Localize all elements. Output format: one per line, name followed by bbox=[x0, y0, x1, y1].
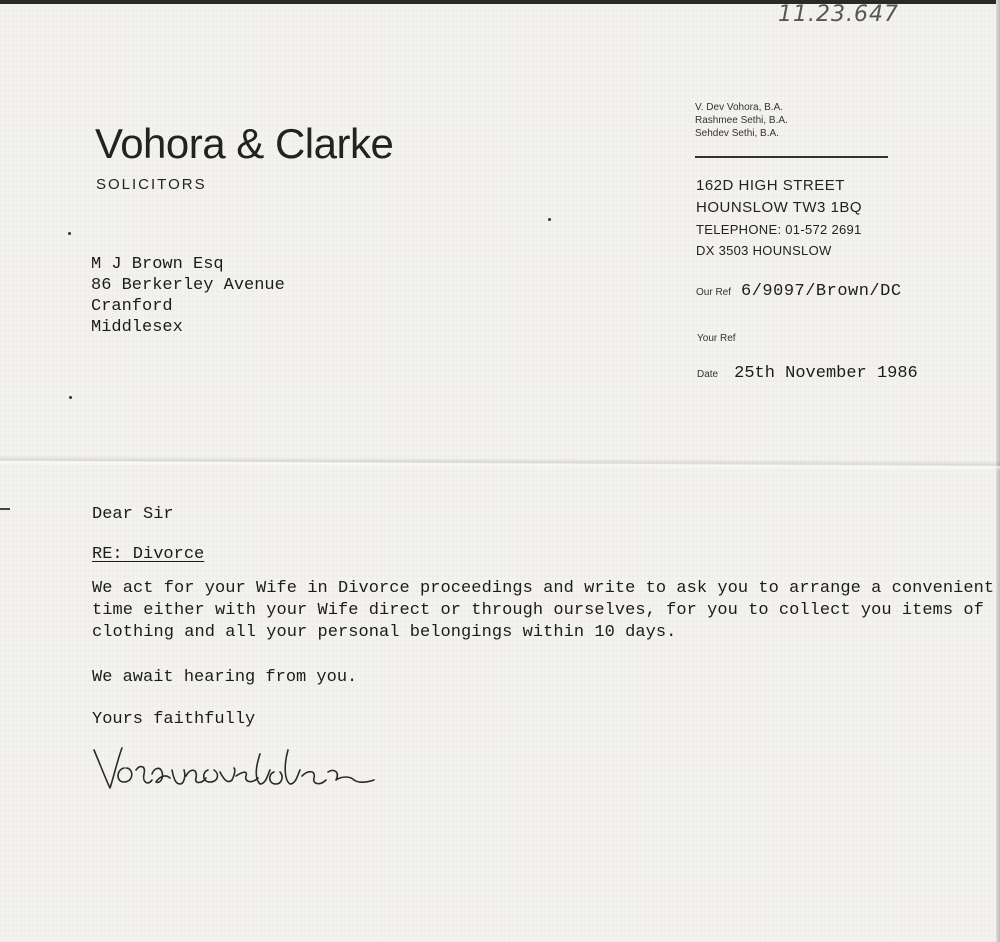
our-ref-label: Our Ref bbox=[696, 287, 732, 298]
firm-name: Vohora & Clarke bbox=[95, 120, 394, 167]
your-reference bbox=[697, 328, 736, 346]
firm-address-line: 162D HIGH STREET bbox=[696, 177, 845, 194]
firm-telephone: TELEPHONE: 01-572 2691 bbox=[696, 222, 862, 237]
firm-dx: DX 3503 HOUNSLOW bbox=[696, 243, 832, 258]
partner-name: Sehdev Sethi, B.A. bbox=[695, 128, 779, 139]
recipient-line: Middlesex bbox=[91, 318, 183, 337]
letter-body bbox=[92, 578, 994, 644]
partners-list bbox=[695, 101, 788, 140]
our-ref-value: 6/9097/Brown/DC bbox=[741, 282, 902, 301]
recipient-address bbox=[91, 254, 285, 338]
salutation: Dear Sir bbox=[92, 505, 174, 524]
recipient-line: M J Brown Esq bbox=[91, 255, 224, 274]
paper-speck bbox=[69, 396, 72, 399]
subject-line: RE: Divorce bbox=[92, 545, 205, 564]
page-right-edge bbox=[996, 0, 1000, 942]
letter-date bbox=[697, 364, 918, 383]
date-label: Date bbox=[697, 369, 719, 380]
recipient-line: 86 Berkerley Avenue bbox=[91, 276, 285, 295]
our-reference bbox=[696, 282, 902, 301]
firm-address bbox=[696, 175, 862, 261]
date-value: 25th November 1986 bbox=[734, 364, 918, 383]
body-line: clothing and all your personal belongings within 10 days. bbox=[92, 623, 677, 642]
closing: Yours faithfully bbox=[92, 710, 256, 729]
handwritten-signature bbox=[88, 740, 488, 810]
body-line: We act for your Wife in Divorce proceedings and write to ask you to arrange a convenient bbox=[92, 579, 995, 598]
your-ref-label: Your Ref bbox=[697, 333, 736, 344]
paper-speck bbox=[68, 232, 71, 235]
partner-name: V. Dev Vohora, B.A. bbox=[695, 102, 784, 113]
body-line: time either with your Wife direct or through ourselves, for you to collect you items of bbox=[92, 601, 984, 620]
recipient-line: Cranford bbox=[91, 297, 173, 316]
margin-tick bbox=[0, 508, 10, 510]
firm-address-line: HOUNSLOW TW3 1BQ bbox=[696, 199, 863, 216]
await-line: We await hearing from you. bbox=[92, 668, 358, 687]
paper-speck bbox=[548, 218, 551, 221]
firm-subtitle: SOLICITORS bbox=[96, 176, 207, 193]
letterhead-divider bbox=[695, 156, 888, 158]
handwritten-reference-number: 11.23.647 bbox=[778, 2, 899, 27]
partner-name: Rashmee Sethi, B.A. bbox=[695, 115, 788, 126]
